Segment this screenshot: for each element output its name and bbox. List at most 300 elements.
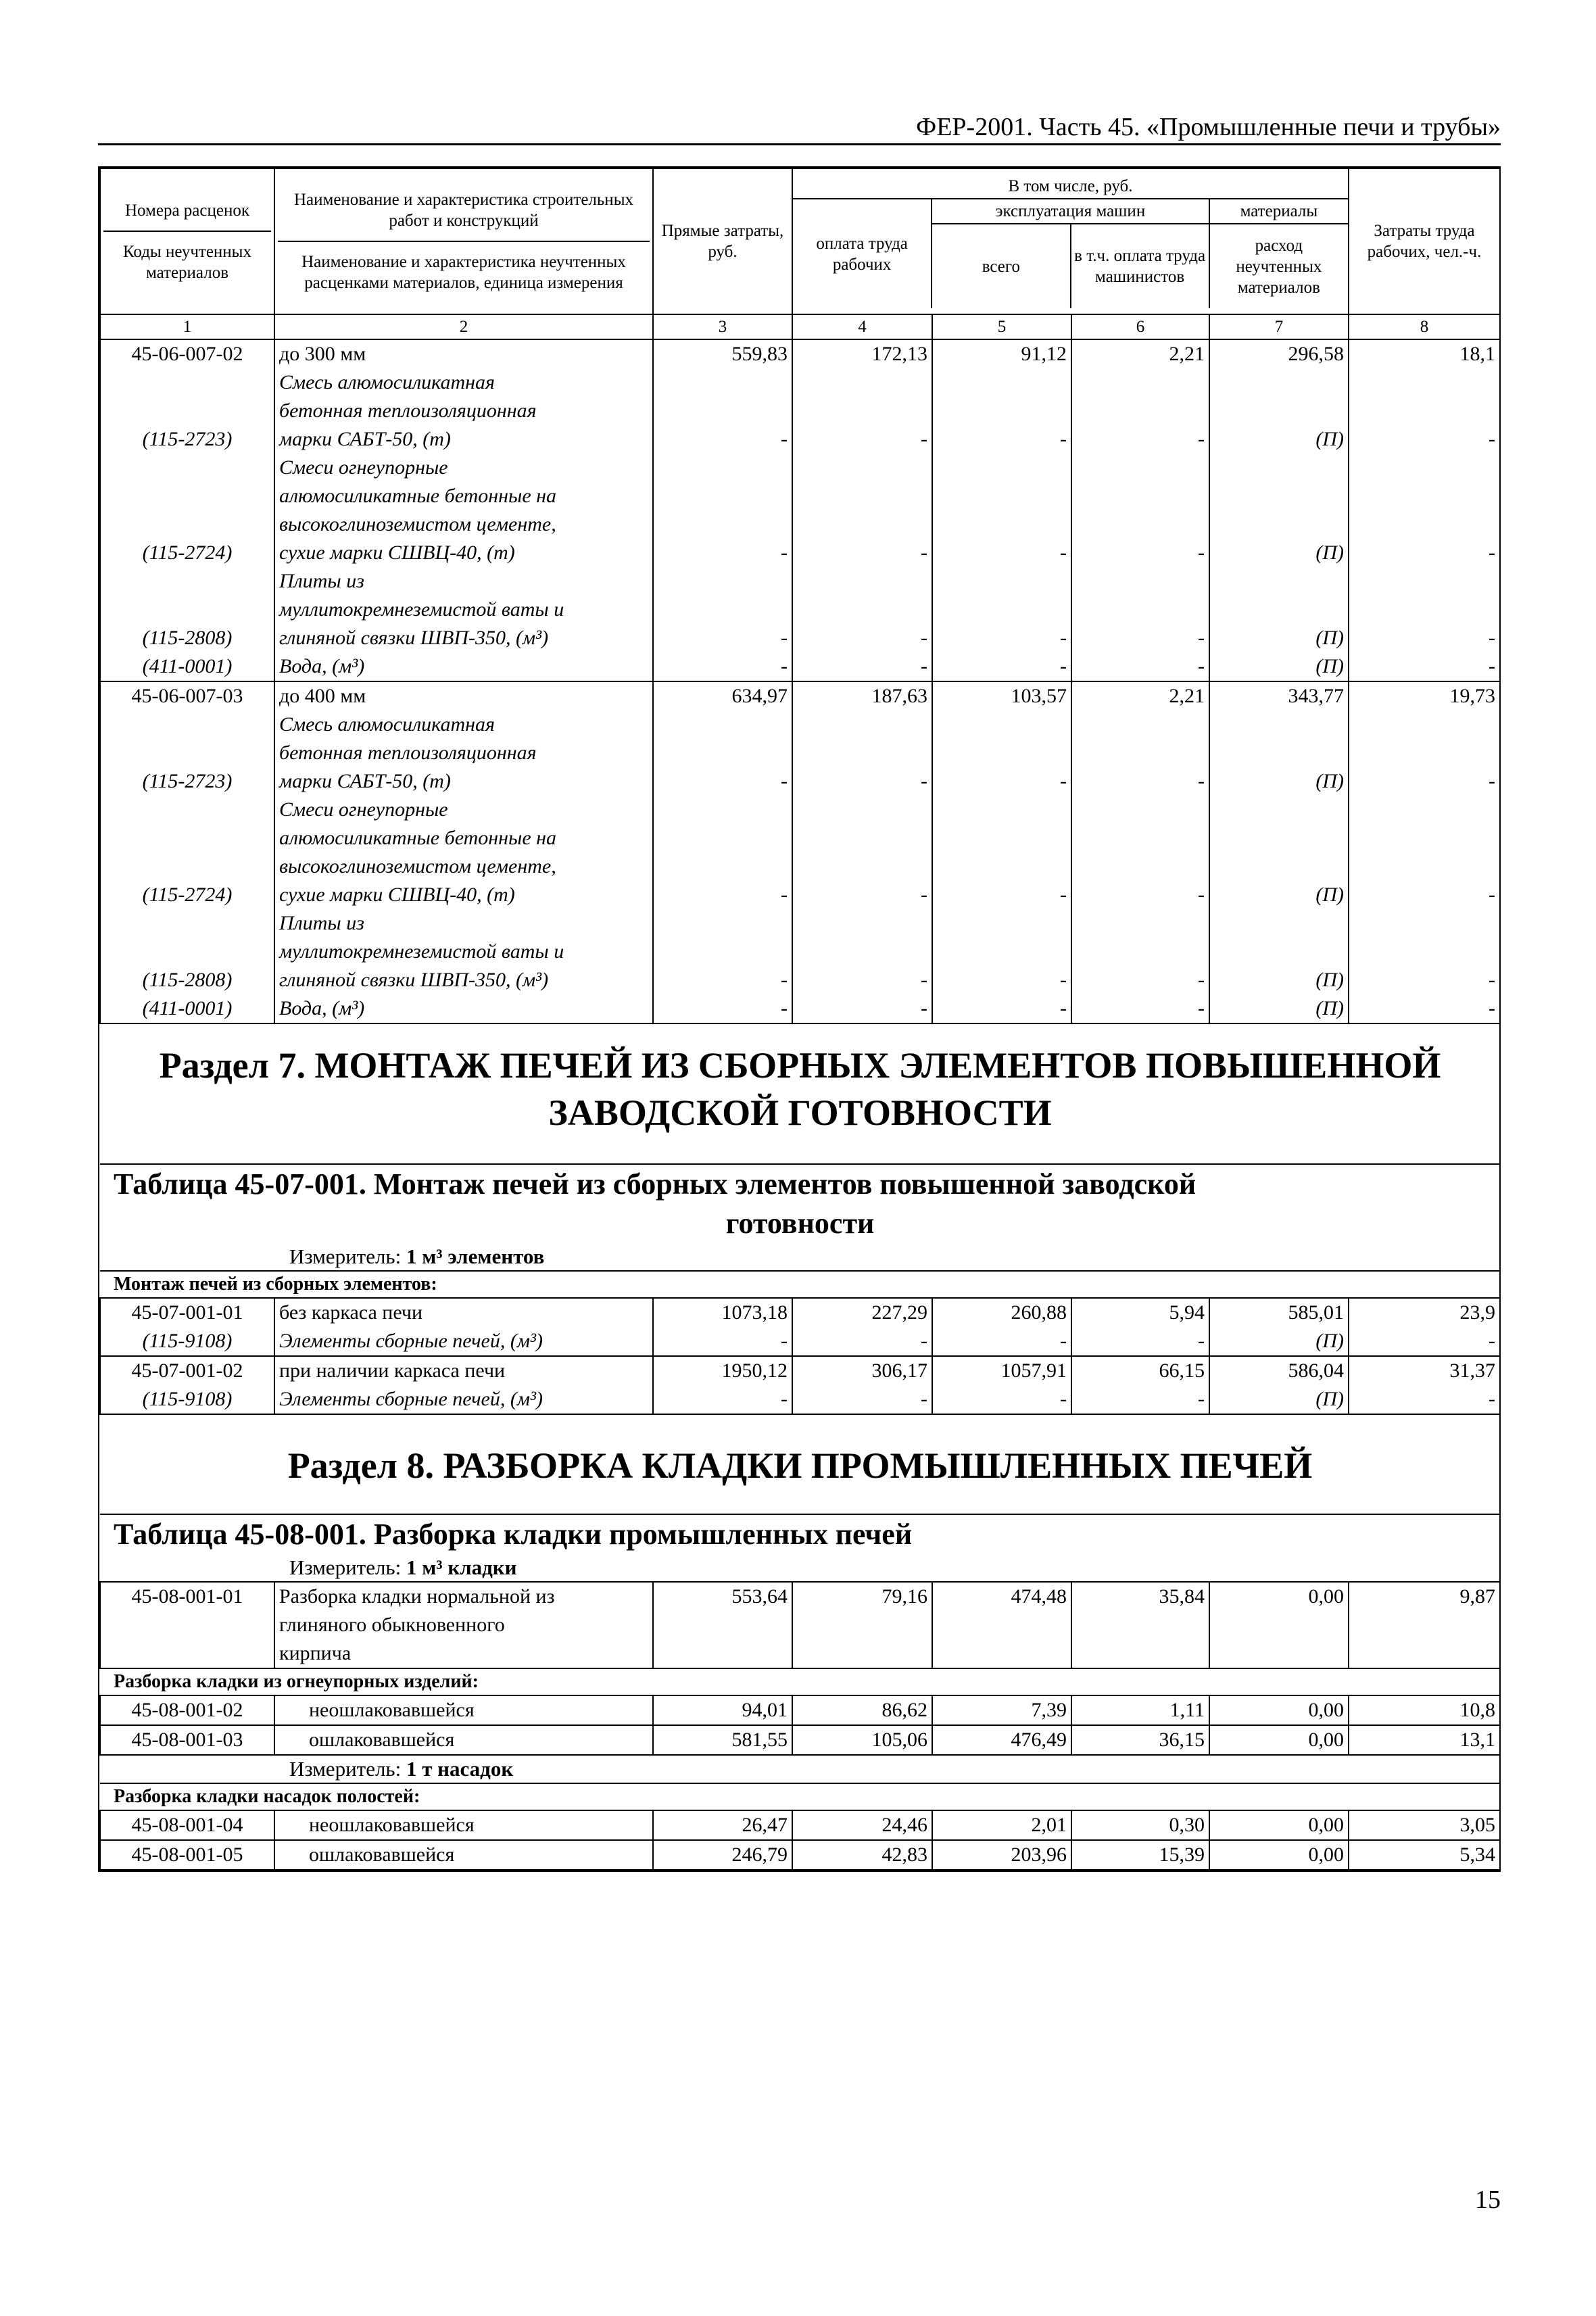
material-dash	[792, 824, 932, 852]
material-code	[100, 938, 274, 966]
material-dash	[653, 938, 792, 966]
rate-value: 9,87	[1349, 1582, 1500, 1611]
material-name: Элементы сборные печей, (м³)	[274, 1385, 653, 1414]
incl-header	[792, 168, 1349, 314]
rate-value: 474,48	[932, 1582, 1071, 1611]
rate-value	[1071, 1639, 1209, 1668]
rate-value	[653, 1611, 792, 1639]
rate-value: 1057,91	[932, 1356, 1071, 1385]
group-label: Разборка кладки из огнеупорных изделий:	[114, 1671, 479, 1692]
material-name: муллитокремнеземистой ваты и	[274, 596, 653, 624]
col2-top: Наименование и характеристика строительных работ и конструкций	[278, 189, 650, 242]
rate-value: 31,37	[1349, 1356, 1500, 1385]
material-dash: -	[792, 881, 932, 909]
material-dash	[792, 482, 932, 510]
material-mark: (П)	[1209, 1385, 1349, 1414]
material-mark: (П)	[1209, 767, 1349, 796]
material-code: (115-9108)	[100, 1327, 274, 1356]
rate-value	[1209, 1611, 1349, 1639]
material-dash	[653, 824, 792, 852]
rate-value: 35,84	[1071, 1582, 1209, 1611]
material-dash: -	[792, 994, 932, 1023]
material-dash	[1349, 824, 1500, 852]
section-title: Раздел 8. РАЗБОРКА КЛАДКИ ПРОМЫШЛЕННЫХ ПЕЧЕЙ	[100, 1414, 1500, 1514]
rate-value	[932, 1611, 1071, 1639]
material-dash	[1071, 454, 1209, 482]
material-dash	[1071, 796, 1209, 824]
table-title-line: Таблица 45-07-001. Монтаж печей из сборных элементов повышенной заводской	[114, 1167, 1196, 1201]
table-title	[100, 1164, 1500, 1243]
rate-code	[100, 1639, 274, 1668]
material-dash	[932, 710, 1071, 739]
material-code	[100, 368, 274, 397]
material-code	[100, 596, 274, 624]
meter-row	[100, 1554, 1500, 1582]
rate-value	[1349, 1639, 1500, 1668]
material-mark	[1209, 397, 1349, 425]
material-dash	[653, 909, 792, 938]
material-dash: -	[932, 425, 1071, 454]
rate-value	[1209, 1639, 1349, 1668]
material-line	[100, 652, 1500, 681]
rate-code: 45-08-001-03	[100, 1725, 274, 1755]
material-dash: -	[1071, 425, 1209, 454]
rate-name: ошлаковавшейся	[274, 1725, 653, 1755]
material-name: алюмосиликатные бетонные на	[274, 824, 653, 852]
rate-value: 0,00	[1209, 1725, 1349, 1755]
material-dash	[1349, 482, 1500, 510]
col-number: 7	[1209, 314, 1349, 339]
group-row	[100, 1668, 1500, 1695]
material-line	[100, 1385, 1500, 1414]
material-dash: -	[653, 539, 792, 567]
meter-value: 1 м³ кладки	[406, 1555, 517, 1579]
material-dash	[792, 852, 932, 881]
material-dash	[1071, 368, 1209, 397]
meter	[100, 1554, 1500, 1582]
material-dash	[1349, 796, 1500, 824]
rate-value: 103,57	[932, 681, 1071, 710]
material-mark	[1209, 909, 1349, 938]
material-line	[100, 567, 1500, 596]
col5-header: всего	[932, 224, 1070, 308]
material-code: (115-2723)	[100, 767, 274, 796]
material-dash: -	[792, 624, 932, 652]
material-mark: (П)	[1209, 966, 1349, 994]
rate-value: 2,01	[932, 1810, 1071, 1840]
material-name: Смеси огнеупорные	[274, 454, 653, 482]
material-code: (115-2724)	[100, 539, 274, 567]
material-code: (411-0001)	[100, 994, 274, 1023]
material-name: Смесь алюмосиликатная	[274, 368, 653, 397]
material-dash	[653, 710, 792, 739]
material-line	[100, 824, 1500, 852]
material-dash	[1349, 567, 1500, 596]
material-dash	[932, 596, 1071, 624]
material-line	[100, 368, 1500, 397]
material-dash: -	[1349, 994, 1500, 1023]
material-dash: -	[932, 1327, 1071, 1356]
material-code: (115-2808)	[100, 966, 274, 994]
rate-value: 79,16	[792, 1582, 932, 1611]
material-dash: -	[1349, 881, 1500, 909]
rate-value	[792, 1611, 932, 1639]
material-mark: (П)	[1209, 994, 1349, 1023]
material-dash	[1071, 596, 1209, 624]
material-line	[100, 454, 1500, 482]
rate-name: ошлаковавшейся	[274, 1840, 653, 1870]
material-line	[100, 510, 1500, 539]
rate-row	[100, 1810, 1500, 1840]
material-dash	[653, 796, 792, 824]
material-name: Вода, (м³)	[274, 994, 653, 1023]
group-row	[100, 1271, 1500, 1298]
rate-value: 581,55	[653, 1725, 792, 1755]
col3-header: Прямые затраты, руб.	[653, 168, 792, 314]
material-dash: -	[1349, 425, 1500, 454]
material-code	[100, 796, 274, 824]
rate-row	[100, 1298, 1500, 1327]
material-dash	[1349, 739, 1500, 767]
section-title-row	[100, 1023, 1500, 1164]
material-mark	[1209, 567, 1349, 596]
rate-value: 227,29	[792, 1298, 932, 1327]
material-dash: -	[792, 1385, 932, 1414]
table-title-row	[100, 1164, 1500, 1243]
rate-value	[792, 1639, 932, 1668]
rate-value: 13,1	[1349, 1725, 1500, 1755]
material-name: глиняной связки ШВП-350, (м³)	[274, 966, 653, 994]
meter-row	[100, 1755, 1500, 1783]
material-code	[100, 710, 274, 739]
material-mark	[1209, 368, 1349, 397]
material-dash	[653, 454, 792, 482]
rate-value: 246,79	[653, 1840, 792, 1870]
material-line	[100, 482, 1500, 510]
material-name: Плиты из	[274, 909, 653, 938]
material-dash	[932, 938, 1071, 966]
material-dash	[792, 710, 932, 739]
material-dash: -	[792, 1327, 932, 1356]
material-code	[100, 824, 274, 852]
rate-name: без каркаса печи	[274, 1298, 653, 1327]
material-dash: -	[653, 1327, 792, 1356]
col-number: 5	[932, 314, 1071, 339]
table-title-row	[100, 1514, 1500, 1554]
material-code	[100, 397, 274, 425]
material-dash	[1071, 852, 1209, 881]
rate-name: неошлаковавшейся	[274, 1810, 653, 1840]
material-dash: -	[932, 624, 1071, 652]
material-mark: (П)	[1209, 425, 1349, 454]
table-body	[100, 168, 1500, 1870]
material-name: высокоглиноземистом цементе,	[274, 852, 653, 881]
material-mark	[1209, 454, 1349, 482]
col1-top: Номера расценок	[103, 200, 271, 232]
rate-row	[100, 1611, 1500, 1639]
material-dash: -	[653, 966, 792, 994]
column-numbers-row	[100, 314, 1500, 339]
rate-row	[100, 339, 1500, 368]
material-dash	[1349, 596, 1500, 624]
material-dash	[1071, 567, 1209, 596]
material-dash: -	[653, 767, 792, 796]
material-mark	[1209, 510, 1349, 539]
rate-value: 2,21	[1071, 339, 1209, 368]
material-dash: -	[932, 881, 1071, 909]
material-line	[100, 966, 1500, 994]
material-dash	[653, 567, 792, 596]
material-dash	[792, 739, 932, 767]
col-number: 3	[653, 314, 792, 339]
material-dash	[792, 454, 932, 482]
material-dash: -	[653, 425, 792, 454]
material-dash	[932, 824, 1071, 852]
material-dash: -	[1349, 1327, 1500, 1356]
rate-name: глиняного обыкновенного	[274, 1611, 653, 1639]
rate-name: до 400 мм	[274, 681, 653, 710]
material-dash: -	[653, 1385, 792, 1414]
meter	[100, 1755, 1500, 1783]
material-dash	[932, 739, 1071, 767]
meter-row	[100, 1243, 1500, 1271]
col8-header: Затраты труда рабочих, чел.-ч.	[1349, 168, 1500, 314]
material-dash: -	[792, 652, 932, 681]
rate-value	[932, 1639, 1071, 1668]
page-header: ФЕР-2001. Часть 45. «Промышленные печи и трубы»	[916, 113, 1501, 141]
rate-name: неошлаковавшейся	[274, 1695, 653, 1725]
col7-header: расход неучтенных материалов	[1236, 236, 1322, 297]
material-line	[100, 909, 1500, 938]
material-dash	[792, 796, 932, 824]
material-dash: -	[792, 425, 932, 454]
material-dash: -	[1349, 1385, 1500, 1414]
meter-label: Измеритель:	[289, 1555, 402, 1579]
material-code: (115-2808)	[100, 624, 274, 652]
material-line	[100, 425, 1500, 454]
rate-code: 45-07-001-01	[100, 1298, 274, 1327]
material-name: марки САБТ-50, (т)	[274, 767, 653, 796]
material-mark	[1209, 852, 1349, 881]
material-mark: (П)	[1209, 881, 1349, 909]
rate-value: 3,05	[1349, 1810, 1500, 1840]
material-mark: (П)	[1209, 652, 1349, 681]
col2-bottom: Наименование и характеристика неучтенных расценками материалов, единица измерения	[301, 253, 626, 292]
rate-value: 306,17	[792, 1356, 932, 1385]
rate-value: 15,39	[1071, 1840, 1209, 1870]
material-dash	[653, 482, 792, 510]
rate-value: 0,00	[1209, 1582, 1349, 1611]
material-mark: (П)	[1209, 539, 1349, 567]
material-dash: -	[1071, 881, 1209, 909]
rate-value: 26,47	[653, 1810, 792, 1840]
material-code	[100, 852, 274, 881]
material-name: алюмосиликатные бетонные на	[274, 482, 653, 510]
rate-code: 45-08-001-02	[100, 1695, 274, 1725]
rate-value	[1349, 1611, 1500, 1639]
material-line	[100, 596, 1500, 624]
rate-value: 66,15	[1071, 1356, 1209, 1385]
meter	[100, 1243, 1500, 1271]
material-dash	[653, 739, 792, 767]
material-dash	[1349, 710, 1500, 739]
material-dash	[1349, 938, 1500, 966]
rate-value: 586,04	[1209, 1356, 1349, 1385]
material-dash: -	[932, 994, 1071, 1023]
material-name: муллитокремнеземистой ваты и	[274, 938, 653, 966]
material-dash: -	[1349, 624, 1500, 652]
material-dash	[1349, 510, 1500, 539]
material-name: высокоглиноземистом цементе,	[274, 510, 653, 539]
table-title-line: готовности	[725, 1207, 875, 1240]
rate-name: до 300 мм	[274, 339, 653, 368]
rate-value	[653, 1639, 792, 1668]
material-dash: -	[932, 1385, 1071, 1414]
material-dash: -	[653, 994, 792, 1023]
material-dash	[932, 796, 1071, 824]
material-name: Плиты из	[274, 567, 653, 596]
material-dash	[792, 596, 932, 624]
material-dash	[792, 510, 932, 539]
material-dash: -	[932, 539, 1071, 567]
material-line	[100, 710, 1500, 739]
group-label: Монтаж печей из сборных элементов:	[114, 1274, 437, 1295]
rate-value: 91,12	[932, 339, 1071, 368]
rate-value: 1,11	[1071, 1695, 1209, 1725]
material-mark	[1209, 938, 1349, 966]
material-dash	[1071, 909, 1209, 938]
rate-value: 5,94	[1071, 1298, 1209, 1327]
rate-row	[100, 1639, 1500, 1668]
rate-row	[100, 1695, 1500, 1725]
material-dash: -	[932, 966, 1071, 994]
group-row	[100, 1783, 1500, 1810]
rate-value: 24,46	[792, 1810, 932, 1840]
rate-value: 5,34	[1349, 1840, 1500, 1870]
material-name: Вода, (м³)	[274, 652, 653, 681]
material-line	[100, 938, 1500, 966]
rate-value: 343,77	[1209, 681, 1349, 710]
rate-value: 1950,12	[653, 1356, 792, 1385]
material-dash	[653, 510, 792, 539]
rate-value: 187,63	[792, 681, 932, 710]
material-name: бетонная теплоизоляционная	[274, 739, 653, 767]
material-mark: (П)	[1209, 624, 1349, 652]
rate-row	[100, 1582, 1500, 1611]
material-dash	[792, 567, 932, 596]
material-dash: -	[1349, 652, 1500, 681]
group-row	[100, 1783, 1500, 1810]
material-dash	[792, 938, 932, 966]
material-code	[100, 454, 274, 482]
material-dash	[1071, 482, 1209, 510]
material-mark: (П)	[1209, 1327, 1349, 1356]
material-code: (411-0001)	[100, 652, 274, 681]
material-line	[100, 881, 1500, 909]
material-dash: -	[932, 767, 1071, 796]
material-dash	[792, 397, 932, 425]
rate-value: 36,15	[1071, 1725, 1209, 1755]
material-dash	[1071, 938, 1209, 966]
material-mark	[1209, 796, 1349, 824]
rate-value: 10,8	[1349, 1695, 1500, 1725]
material-dash: -	[1071, 652, 1209, 681]
rate-code: 45-08-001-05	[100, 1840, 274, 1870]
material-line	[100, 739, 1500, 767]
section-title-row	[100, 1414, 1500, 1514]
rate-value: 19,73	[1349, 681, 1500, 710]
material-dash: -	[1071, 539, 1209, 567]
rate-value: 172,13	[792, 339, 932, 368]
rate-value: 1073,18	[653, 1298, 792, 1327]
material-dash	[932, 852, 1071, 881]
material-dash	[932, 368, 1071, 397]
col-number: 8	[1349, 314, 1500, 339]
material-dash	[1071, 397, 1209, 425]
material-line	[100, 994, 1500, 1023]
material-dash	[932, 909, 1071, 938]
material-name: бетонная теплоизоляционная	[274, 397, 653, 425]
material-dash	[653, 397, 792, 425]
material-dash	[1071, 710, 1209, 739]
col1-bottom: Коды неучтенных материалов	[123, 242, 251, 282]
price-table	[99, 168, 1501, 1871]
rate-value: 105,06	[792, 1725, 932, 1755]
material-line	[100, 1327, 1500, 1356]
material-dash: -	[1349, 539, 1500, 567]
rate-value: 203,96	[932, 1840, 1071, 1870]
rate-name: при наличии каркаса печи	[274, 1356, 653, 1385]
material-dash	[932, 454, 1071, 482]
material-mark	[1209, 824, 1349, 852]
material-code	[100, 567, 274, 596]
material-dash	[1349, 454, 1500, 482]
material-dash	[1349, 368, 1500, 397]
header-rule	[98, 143, 1501, 145]
table-title: Таблица 45-08-001. Разборка кладки промышленных печей	[114, 1518, 913, 1551]
rate-value: 553,64	[653, 1582, 792, 1611]
document-table	[98, 166, 1501, 1872]
material-name: Смесь алюмосиликатная	[274, 710, 653, 739]
group-label: Разборка кладки насадок полостей:	[114, 1786, 420, 1807]
rate-value: 559,83	[653, 339, 792, 368]
page-number: 15	[1475, 2186, 1501, 2214]
rate-value: 23,9	[1349, 1298, 1500, 1327]
col-number: 2	[274, 314, 653, 339]
material-dash: -	[1349, 966, 1500, 994]
material-mark	[1209, 482, 1349, 510]
material-code	[100, 739, 274, 767]
material-dash: -	[792, 539, 932, 567]
incl-label: В том числе, руб.	[793, 174, 1348, 199]
rate-value: 0,00	[1209, 1840, 1349, 1870]
material-mark	[1209, 596, 1349, 624]
rate-value: 476,49	[932, 1725, 1071, 1755]
material-mark	[1209, 739, 1349, 767]
material-dash: -	[1349, 767, 1500, 796]
material-dash: -	[1071, 966, 1209, 994]
material-dash	[932, 482, 1071, 510]
material-dash	[1071, 739, 1209, 767]
rate-value: 0,30	[1071, 1810, 1209, 1840]
rate-row	[100, 681, 1500, 710]
material-dash: -	[1071, 1385, 1209, 1414]
material-code	[100, 510, 274, 539]
rate-code: 45-08-001-01	[100, 1582, 274, 1611]
material-name: сухие марки СШВЦ-40, (т)	[274, 539, 653, 567]
col-number: 4	[792, 314, 932, 339]
rate-row	[100, 1725, 1500, 1755]
